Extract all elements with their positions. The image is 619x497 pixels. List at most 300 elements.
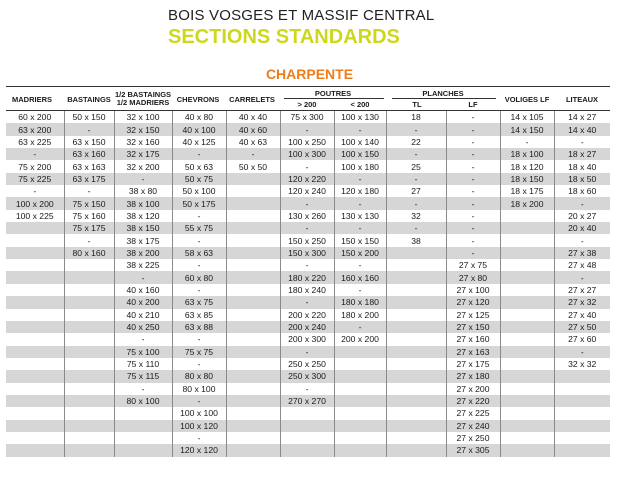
table-cell: 100 x 140 <box>334 136 386 148</box>
table-cell: - <box>114 271 172 283</box>
table-cell <box>64 271 114 283</box>
table-cell <box>500 333 554 345</box>
table-cell <box>386 444 446 456</box>
table-cell: 75 x 225 <box>6 173 64 185</box>
table-cell: - <box>172 148 226 160</box>
table-cell: 38 <box>386 234 446 246</box>
table-cell: 100 x 180 <box>334 160 386 172</box>
table-cell: - <box>64 234 114 246</box>
table-cell <box>334 346 386 358</box>
table-cell: 27 x 27 <box>554 284 610 296</box>
table-cell: 63 x 200 <box>6 123 64 135</box>
table-cell <box>554 407 610 419</box>
table-cell <box>500 321 554 333</box>
table-cell <box>6 383 64 395</box>
table-cell: 27 x 38 <box>554 247 610 259</box>
table-cell: 32 x 32 <box>554 358 610 370</box>
table-cell: 120 x 240 <box>280 185 334 197</box>
table-cell: 27 x 305 <box>446 444 500 456</box>
table-cell: - <box>446 160 500 172</box>
table-cell <box>64 420 114 432</box>
table-cell: - <box>386 222 446 234</box>
table-top-rule <box>6 86 610 87</box>
table-cell: 14 x 27 <box>554 111 610 123</box>
page-subtitle: SECTIONS STANDARDS <box>168 26 400 48</box>
table-cell: 27 x 100 <box>446 284 500 296</box>
table-cell <box>386 247 446 259</box>
table-cell <box>226 444 280 456</box>
table-cell: 18 x 60 <box>554 185 610 197</box>
table-cell: 18 x 40 <box>554 160 610 172</box>
table-cell <box>386 370 446 382</box>
table-cell <box>334 370 386 382</box>
table-cell: 27 x 125 <box>446 309 500 321</box>
table-cell: 75 x 100 <box>114 346 172 358</box>
table-cell: - <box>172 333 226 345</box>
table-cell: 250 x 250 <box>280 358 334 370</box>
table-cell: 63 x 88 <box>172 321 226 333</box>
table-cell <box>500 296 554 308</box>
table-cell <box>226 432 280 444</box>
table-cell <box>334 444 386 456</box>
table-cell <box>114 420 172 432</box>
table-cell: 27 x 225 <box>446 407 500 419</box>
table-cell <box>334 358 386 370</box>
table-cell <box>386 432 446 444</box>
table-row <box>6 123 610 135</box>
table-cell: - <box>172 284 226 296</box>
table-cell <box>386 309 446 321</box>
table-cell: - <box>446 148 500 160</box>
table-row <box>6 222 610 234</box>
table-cell: 180 x 220 <box>280 271 334 283</box>
table-cell: - <box>172 395 226 407</box>
table-row <box>6 432 610 444</box>
table-cell: - <box>554 271 610 283</box>
table-cell: 100 x 225 <box>6 210 64 222</box>
table-cell <box>386 259 446 271</box>
table-cell <box>64 395 114 407</box>
table-cell <box>6 247 64 259</box>
table-cell: - <box>386 197 446 209</box>
table-cell: 63 x 175 <box>64 173 114 185</box>
section-title: CHARPENTE <box>265 66 354 82</box>
table-cell: 27 x 80 <box>446 271 500 283</box>
table-cell: 100 x 250 <box>280 136 334 148</box>
table-cell <box>226 296 280 308</box>
table-cell <box>226 284 280 296</box>
table-cell: 100 x 200 <box>6 197 64 209</box>
table-cell: 18 x 200 <box>500 197 554 209</box>
table-cell: - <box>280 346 334 358</box>
table-row <box>6 346 610 358</box>
table-cell <box>6 407 64 419</box>
table-row <box>6 160 610 172</box>
table-cell <box>554 444 610 456</box>
table-cell <box>226 370 280 382</box>
table-cell <box>6 444 64 456</box>
table-cell: - <box>334 173 386 185</box>
table-cell: 120 x 220 <box>280 173 334 185</box>
table-cell <box>226 234 280 246</box>
col-header-bastaings: BASTAINGS <box>67 95 111 104</box>
table-cell <box>386 284 446 296</box>
table-cell: - <box>64 123 114 135</box>
table-cell: 18 <box>386 111 446 123</box>
table-cell: 27 x 120 <box>446 296 500 308</box>
table-cell: 27 x 250 <box>446 432 500 444</box>
table-cell <box>386 383 446 395</box>
table-cell <box>6 271 64 283</box>
table-cell <box>64 383 114 395</box>
table-cell: - <box>280 123 334 135</box>
table-cell <box>64 432 114 444</box>
table-cell: 18 x 150 <box>500 173 554 185</box>
table-cell: 130 x 260 <box>280 210 334 222</box>
table-cell <box>64 370 114 382</box>
table-cell: 80 x 80 <box>172 370 226 382</box>
table-cell: 32 x 100 <box>114 111 172 123</box>
table-cell <box>6 333 64 345</box>
table-row <box>6 271 610 283</box>
table-cell: 27 <box>386 185 446 197</box>
table-cell: 150 x 150 <box>334 234 386 246</box>
table-cell: 40 x 200 <box>114 296 172 308</box>
table-cell: - <box>6 185 64 197</box>
table-cell <box>280 420 334 432</box>
table-cell: 32 x 200 <box>114 160 172 172</box>
table-cell: - <box>280 383 334 395</box>
table-cell: 18 x 100 <box>500 148 554 160</box>
table-cell: - <box>446 136 500 148</box>
table-cell <box>386 271 446 283</box>
table-cell: - <box>114 383 172 395</box>
table-cell: - <box>64 185 114 197</box>
table-cell: 40 x 210 <box>114 309 172 321</box>
table-cell: 200 x 220 <box>280 309 334 321</box>
table-cell: 40 x 60 <box>226 123 280 135</box>
table-cell: 150 x 250 <box>280 234 334 246</box>
table-cell <box>226 395 280 407</box>
table-cell: 63 x 150 <box>64 136 114 148</box>
table-cell: 250 x 300 <box>280 370 334 382</box>
table-cell: 27 x 48 <box>554 259 610 271</box>
table-cell <box>226 420 280 432</box>
table-cell <box>64 407 114 419</box>
table-cell <box>6 346 64 358</box>
table-cell <box>6 222 64 234</box>
table-cell: 18 x 27 <box>554 148 610 160</box>
table-cell: 180 x 200 <box>334 309 386 321</box>
col-header-poutres-lt200: < 200 <box>350 100 370 109</box>
table-cell <box>500 370 554 382</box>
table-cell: - <box>446 111 500 123</box>
table-cell: - <box>334 284 386 296</box>
table-cell: 38 x 175 <box>114 234 172 246</box>
table-cell <box>386 395 446 407</box>
table-cell: - <box>334 321 386 333</box>
col-header-poutres-gt200: > 200 <box>297 100 317 109</box>
table-cell <box>500 234 554 246</box>
col-header-liteaux: LITEAUX <box>565 95 599 104</box>
table-cell <box>226 271 280 283</box>
table-cell: 200 x 240 <box>280 321 334 333</box>
table-cell: 60 x 80 <box>172 271 226 283</box>
table-cell: - <box>172 259 226 271</box>
table-cell <box>500 271 554 283</box>
table-cell <box>226 185 280 197</box>
table-cell: 32 x 160 <box>114 136 172 148</box>
table-cell <box>64 284 114 296</box>
table-cell <box>226 321 280 333</box>
table-cell: - <box>386 123 446 135</box>
table-cell: 18 x 50 <box>554 173 610 185</box>
table-row <box>6 358 610 370</box>
table-cell: 40 x 250 <box>114 321 172 333</box>
table-cell: 200 x 300 <box>280 333 334 345</box>
table-cell: 27 x 163 <box>446 346 500 358</box>
table-cell <box>334 383 386 395</box>
table-cell: 50 x 63 <box>172 160 226 172</box>
table-row <box>6 370 610 382</box>
table-cell: 27 x 175 <box>446 358 500 370</box>
col-header-carrelets: CARRELETS <box>229 95 275 104</box>
table-cell: - <box>6 148 64 160</box>
table-cell <box>500 247 554 259</box>
table-cell <box>500 432 554 444</box>
table-cell: 80 x 100 <box>114 395 172 407</box>
table-cell: - <box>446 123 500 135</box>
table-cell <box>6 358 64 370</box>
table-cell <box>114 407 172 419</box>
table-cell: - <box>280 259 334 271</box>
table-cell <box>500 222 554 234</box>
table-cell: 63 x 75 <box>172 296 226 308</box>
table-cell: 63 x 225 <box>6 136 64 148</box>
table-row <box>6 395 610 407</box>
table-cell: 120 x 120 <box>172 444 226 456</box>
table-cell <box>500 383 554 395</box>
table-cell: - <box>554 346 610 358</box>
table-cell: 14 x 40 <box>554 123 610 135</box>
table-cell: 27 x 160 <box>446 333 500 345</box>
table-cell <box>554 420 610 432</box>
table-cell <box>6 234 64 246</box>
table-cell: - <box>280 222 334 234</box>
table-cell: 40 x 80 <box>172 111 226 123</box>
table-cell: - <box>172 210 226 222</box>
table-cell: - <box>446 210 500 222</box>
table-cell: - <box>446 234 500 246</box>
table-cell <box>6 395 64 407</box>
table-cell: - <box>500 136 554 148</box>
table-row <box>6 148 610 160</box>
table-cell: - <box>386 148 446 160</box>
table-row <box>6 111 610 123</box>
table-cell: 27 x 180 <box>446 370 500 382</box>
table-cell: 40 x 40 <box>226 111 280 123</box>
table-cell <box>280 444 334 456</box>
table-cell: 55 x 75 <box>172 222 226 234</box>
table-cell: 38 x 200 <box>114 247 172 259</box>
table-cell <box>6 309 64 321</box>
table-cell: 80 x 160 <box>64 247 114 259</box>
table-cell: 27 x 32 <box>554 296 610 308</box>
table-cell: - <box>334 222 386 234</box>
table-cell: - <box>280 160 334 172</box>
table-cell <box>226 173 280 185</box>
table-cell: 270 x 270 <box>280 395 334 407</box>
table-cell: 27 x 60 <box>554 333 610 345</box>
table-cell: 130 x 130 <box>334 210 386 222</box>
table-cell <box>226 333 280 345</box>
table-cell: - <box>554 136 610 148</box>
col-header-poutres: POUTRES <box>314 89 352 98</box>
table-cell: 20 x 27 <box>554 210 610 222</box>
table-cell: 18 x 120 <box>500 160 554 172</box>
poutres-divider <box>284 98 384 99</box>
table-cell: 200 x 200 <box>334 333 386 345</box>
table-cell: 60 x 200 <box>6 111 64 123</box>
table-cell: - <box>172 432 226 444</box>
table-cell: 38 x 80 <box>114 185 172 197</box>
table-cell: 150 x 200 <box>334 247 386 259</box>
table-cell <box>500 358 554 370</box>
table-cell: 180 x 180 <box>334 296 386 308</box>
table-cell <box>226 346 280 358</box>
table-cell <box>64 333 114 345</box>
table-row <box>6 383 610 395</box>
table-row <box>6 185 610 197</box>
table-cell <box>334 432 386 444</box>
table-cell <box>500 407 554 419</box>
col-header-planches: PLANCHES <box>422 89 464 98</box>
table-cell: 75 x 160 <box>64 210 114 222</box>
table-cell <box>6 259 64 271</box>
table-cell: 40 x 125 <box>172 136 226 148</box>
table-cell: - <box>280 197 334 209</box>
table-row <box>6 296 610 308</box>
table-cell: - <box>172 358 226 370</box>
table-cell: 40 x 63 <box>226 136 280 148</box>
table-cell: 100 x 150 <box>334 148 386 160</box>
table-cell: - <box>446 222 500 234</box>
col-header-madriers: MADRIERS <box>11 95 52 104</box>
table-cell: 58 x 63 <box>172 247 226 259</box>
table-cell <box>500 420 554 432</box>
table-cell <box>6 284 64 296</box>
table-cell <box>6 420 64 432</box>
table-cell: 38 x 150 <box>114 222 172 234</box>
table-cell: 75 x 300 <box>280 111 334 123</box>
table-cell <box>114 444 172 456</box>
table-cell: 120 x 180 <box>334 185 386 197</box>
table-cell: 63 x 163 <box>64 160 114 172</box>
table-cell: 80 x 100 <box>172 383 226 395</box>
table-cell: - <box>446 247 500 259</box>
table-cell: - <box>386 173 446 185</box>
table-cell: 63 x 160 <box>64 148 114 160</box>
table-cell: 75 x 75 <box>172 346 226 358</box>
table-cell <box>334 420 386 432</box>
planches-divider <box>392 98 496 99</box>
table-cell: 75 x 115 <box>114 370 172 382</box>
table-row <box>6 407 610 419</box>
table-cell: 160 x 160 <box>334 271 386 283</box>
table-cell: - <box>446 197 500 209</box>
table-cell <box>226 407 280 419</box>
table-cell <box>386 321 446 333</box>
table-cell: 100 x 130 <box>334 111 386 123</box>
table-cell: 50 x 150 <box>64 111 114 123</box>
table-cell: 50 x 100 <box>172 185 226 197</box>
table-cell: 27 x 220 <box>446 395 500 407</box>
table-cell <box>226 222 280 234</box>
table-cell: 27 x 200 <box>446 383 500 395</box>
table-row <box>6 444 610 456</box>
table-cell: 100 x 100 <box>172 407 226 419</box>
table-cell: 75 x 175 <box>64 222 114 234</box>
table-cell <box>386 407 446 419</box>
col-header-chevrons: CHEVRONS <box>176 95 220 104</box>
table-cell: 150 x 300 <box>280 247 334 259</box>
table-row <box>6 420 610 432</box>
table-cell <box>500 210 554 222</box>
table-cell: 100 x 120 <box>172 420 226 432</box>
table-row <box>6 173 610 185</box>
table-cell: - <box>114 173 172 185</box>
table-cell: - <box>280 296 334 308</box>
table-cell: 75 x 150 <box>64 197 114 209</box>
col-header-demi-madriers: 1/2 MADRIERS <box>116 98 170 107</box>
col-header-planches-lf: LF <box>468 100 478 109</box>
table-cell: 180 x 240 <box>280 284 334 296</box>
table-cell <box>226 210 280 222</box>
table-row <box>6 210 610 222</box>
table-cell <box>226 358 280 370</box>
table-cell: 32 x 150 <box>114 123 172 135</box>
table-cell <box>280 407 334 419</box>
table-cell: - <box>334 197 386 209</box>
table-cell: 63 x 85 <box>172 309 226 321</box>
table-cell: 75 x 110 <box>114 358 172 370</box>
table-cell: 75 x 200 <box>6 160 64 172</box>
table-cell <box>334 395 386 407</box>
page-title: BOIS VOSGES ET MASSIF CENTRAL <box>168 7 435 24</box>
table-cell: 32 <box>386 210 446 222</box>
table-cell <box>386 358 446 370</box>
table-cell: 14 x 150 <box>500 123 554 135</box>
table-cell <box>554 370 610 382</box>
table-cell: 20 x 40 <box>554 222 610 234</box>
table-cell <box>226 197 280 209</box>
col-header-planches-tl: TL <box>412 100 422 109</box>
table-cell <box>500 284 554 296</box>
table-row <box>6 247 610 259</box>
table-cell: 40 x 100 <box>172 123 226 135</box>
table-cell <box>500 444 554 456</box>
table-cell: 22 <box>386 136 446 148</box>
table-cell <box>6 370 64 382</box>
table-cell: 27 x 50 <box>554 321 610 333</box>
table-row <box>6 259 610 271</box>
table-cell: 27 x 40 <box>554 309 610 321</box>
table-cell <box>226 309 280 321</box>
table-row <box>6 234 610 246</box>
table-cell: - <box>446 173 500 185</box>
table-cell <box>6 296 64 308</box>
table-cell <box>6 321 64 333</box>
